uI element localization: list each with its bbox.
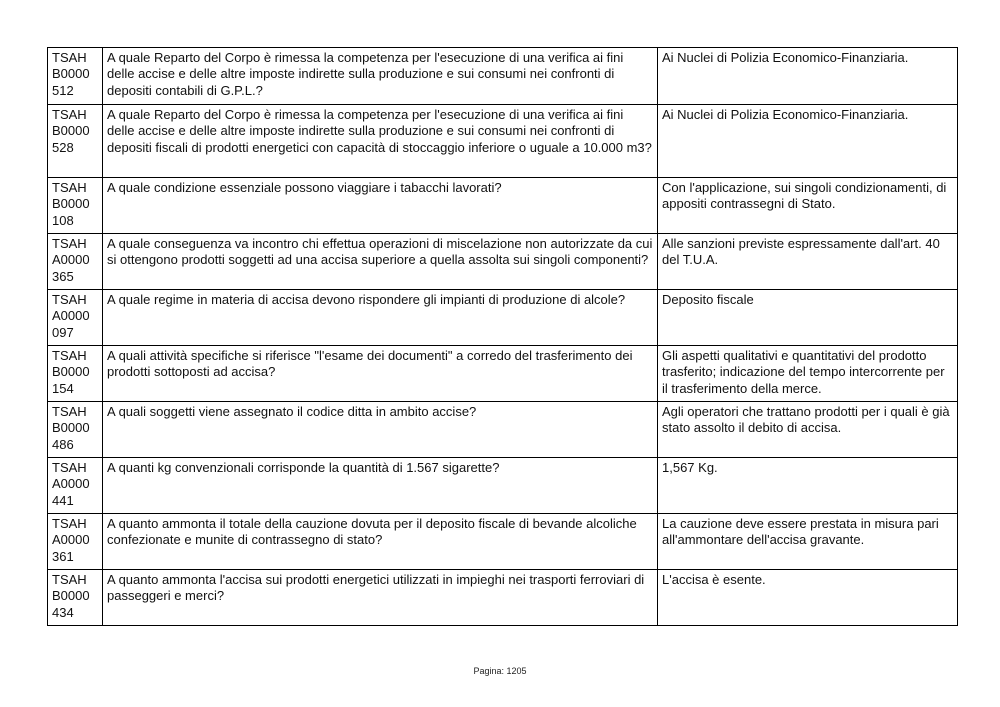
row-code: TSAH B0000 108 bbox=[48, 178, 103, 234]
row-question: A quale Reparto del Corpo è rimessa la competenza per l'esecuzione di una verifica ai fini delle accise e delle altre imposte indirette sulla produzione e sui consumi nei confronti di depositi contabili di G.P.L.? bbox=[103, 48, 658, 105]
row-answer: Ai Nuclei di Polizia Economico-Finanziaria. bbox=[658, 105, 958, 178]
table-row bbox=[48, 570, 958, 626]
row-code: TSAH B0000 486 bbox=[48, 402, 103, 458]
row-code: TSAH B0000 154 bbox=[48, 346, 103, 402]
row-question: A quanto ammonta l'accisa sui prodotti energetici utilizzati in impieghi nei trasporti ferroviari di passeggeri e merci? bbox=[103, 570, 658, 626]
row-code: TSAH B0000 528 bbox=[48, 105, 103, 178]
row-code: TSAH A0000 441 bbox=[48, 458, 103, 514]
row-answer: Deposito fiscale bbox=[658, 290, 958, 346]
row-question: A quanti kg convenzionali corrisponde la quantità di 1.567 sigarette? bbox=[103, 458, 658, 514]
table-row bbox=[48, 458, 958, 514]
row-code: TSAH B0000 512 bbox=[48, 48, 103, 105]
table-row bbox=[48, 234, 958, 290]
row-question: A quali soggetti viene assegnato il codice ditta in ambito accise? bbox=[103, 402, 658, 458]
row-question: A quanto ammonta il totale della cauzione dovuta per il deposito fiscale di bevande alcoliche confezionate e munite di contrassegno di stato? bbox=[103, 514, 658, 570]
row-answer: La cauzione deve essere prestata in misura pari all'ammontare dell'accisa gravante. bbox=[658, 514, 958, 570]
row-answer: Ai Nuclei di Polizia Economico-Finanziaria. bbox=[658, 48, 958, 105]
table-row bbox=[48, 290, 958, 346]
row-question: A quale conseguenza va incontro chi effettua operazioni di miscelazione non autorizzate da cui si ottengono prodotti soggetti ad una accisa superiore a quella assolta sui singoli componenti? bbox=[103, 234, 658, 290]
row-code: TSAH A0000 361 bbox=[48, 514, 103, 570]
row-answer: Gli aspetti qualitativi e quantitativi del prodotto trasferito; indicazione del tempo intercorrente per il trasferimento della merce. bbox=[658, 346, 958, 402]
table-row bbox=[48, 514, 958, 570]
table-row bbox=[48, 48, 958, 105]
row-question: A quali attività specifiche si riferisce "l'esame dei documenti" a corredo del trasferimento dei prodotti sottoposti ad accisa? bbox=[103, 346, 658, 402]
table-row bbox=[48, 178, 958, 234]
row-answer: L'accisa è esente. bbox=[658, 570, 958, 626]
row-answer: Agli operatori che trattano prodotti per i quali è già stato assolto il debito di accisa. bbox=[658, 402, 958, 458]
row-answer: Alle sanzioni previste espressamente dall'art. 40 del T.U.A. bbox=[658, 234, 958, 290]
row-question: A quale regime in materia di accisa devono rispondere gli impianti di produzione di alcole? bbox=[103, 290, 658, 346]
row-answer: Con l'applicazione, sui singoli condizionamenti, di appositi contrassegni di Stato. bbox=[658, 178, 958, 234]
row-code: TSAH A0000 097 bbox=[48, 290, 103, 346]
page-number: Pagina: 1205 bbox=[473, 666, 527, 676]
table-row bbox=[48, 105, 958, 178]
questions-table bbox=[47, 47, 958, 626]
row-question: A quale condizione essenziale possono viaggiare i tabacchi lavorati? bbox=[103, 178, 658, 234]
table-row bbox=[48, 346, 958, 402]
row-answer: 1,567 Kg. bbox=[658, 458, 958, 514]
row-question: A quale Reparto del Corpo è rimessa la competenza per l'esecuzione di una verifica ai fini delle accise e delle altre imposte indirette sulla produzione e sui consumi nei confronti di depositi fiscali di prodotti energetici con capacità di stoccaggio inferiore o uguale a 10.000 m3? bbox=[103, 105, 658, 178]
table-row bbox=[48, 402, 958, 458]
row-code: TSAH B0000 434 bbox=[48, 570, 103, 626]
row-code: TSAH A0000 365 bbox=[48, 234, 103, 290]
